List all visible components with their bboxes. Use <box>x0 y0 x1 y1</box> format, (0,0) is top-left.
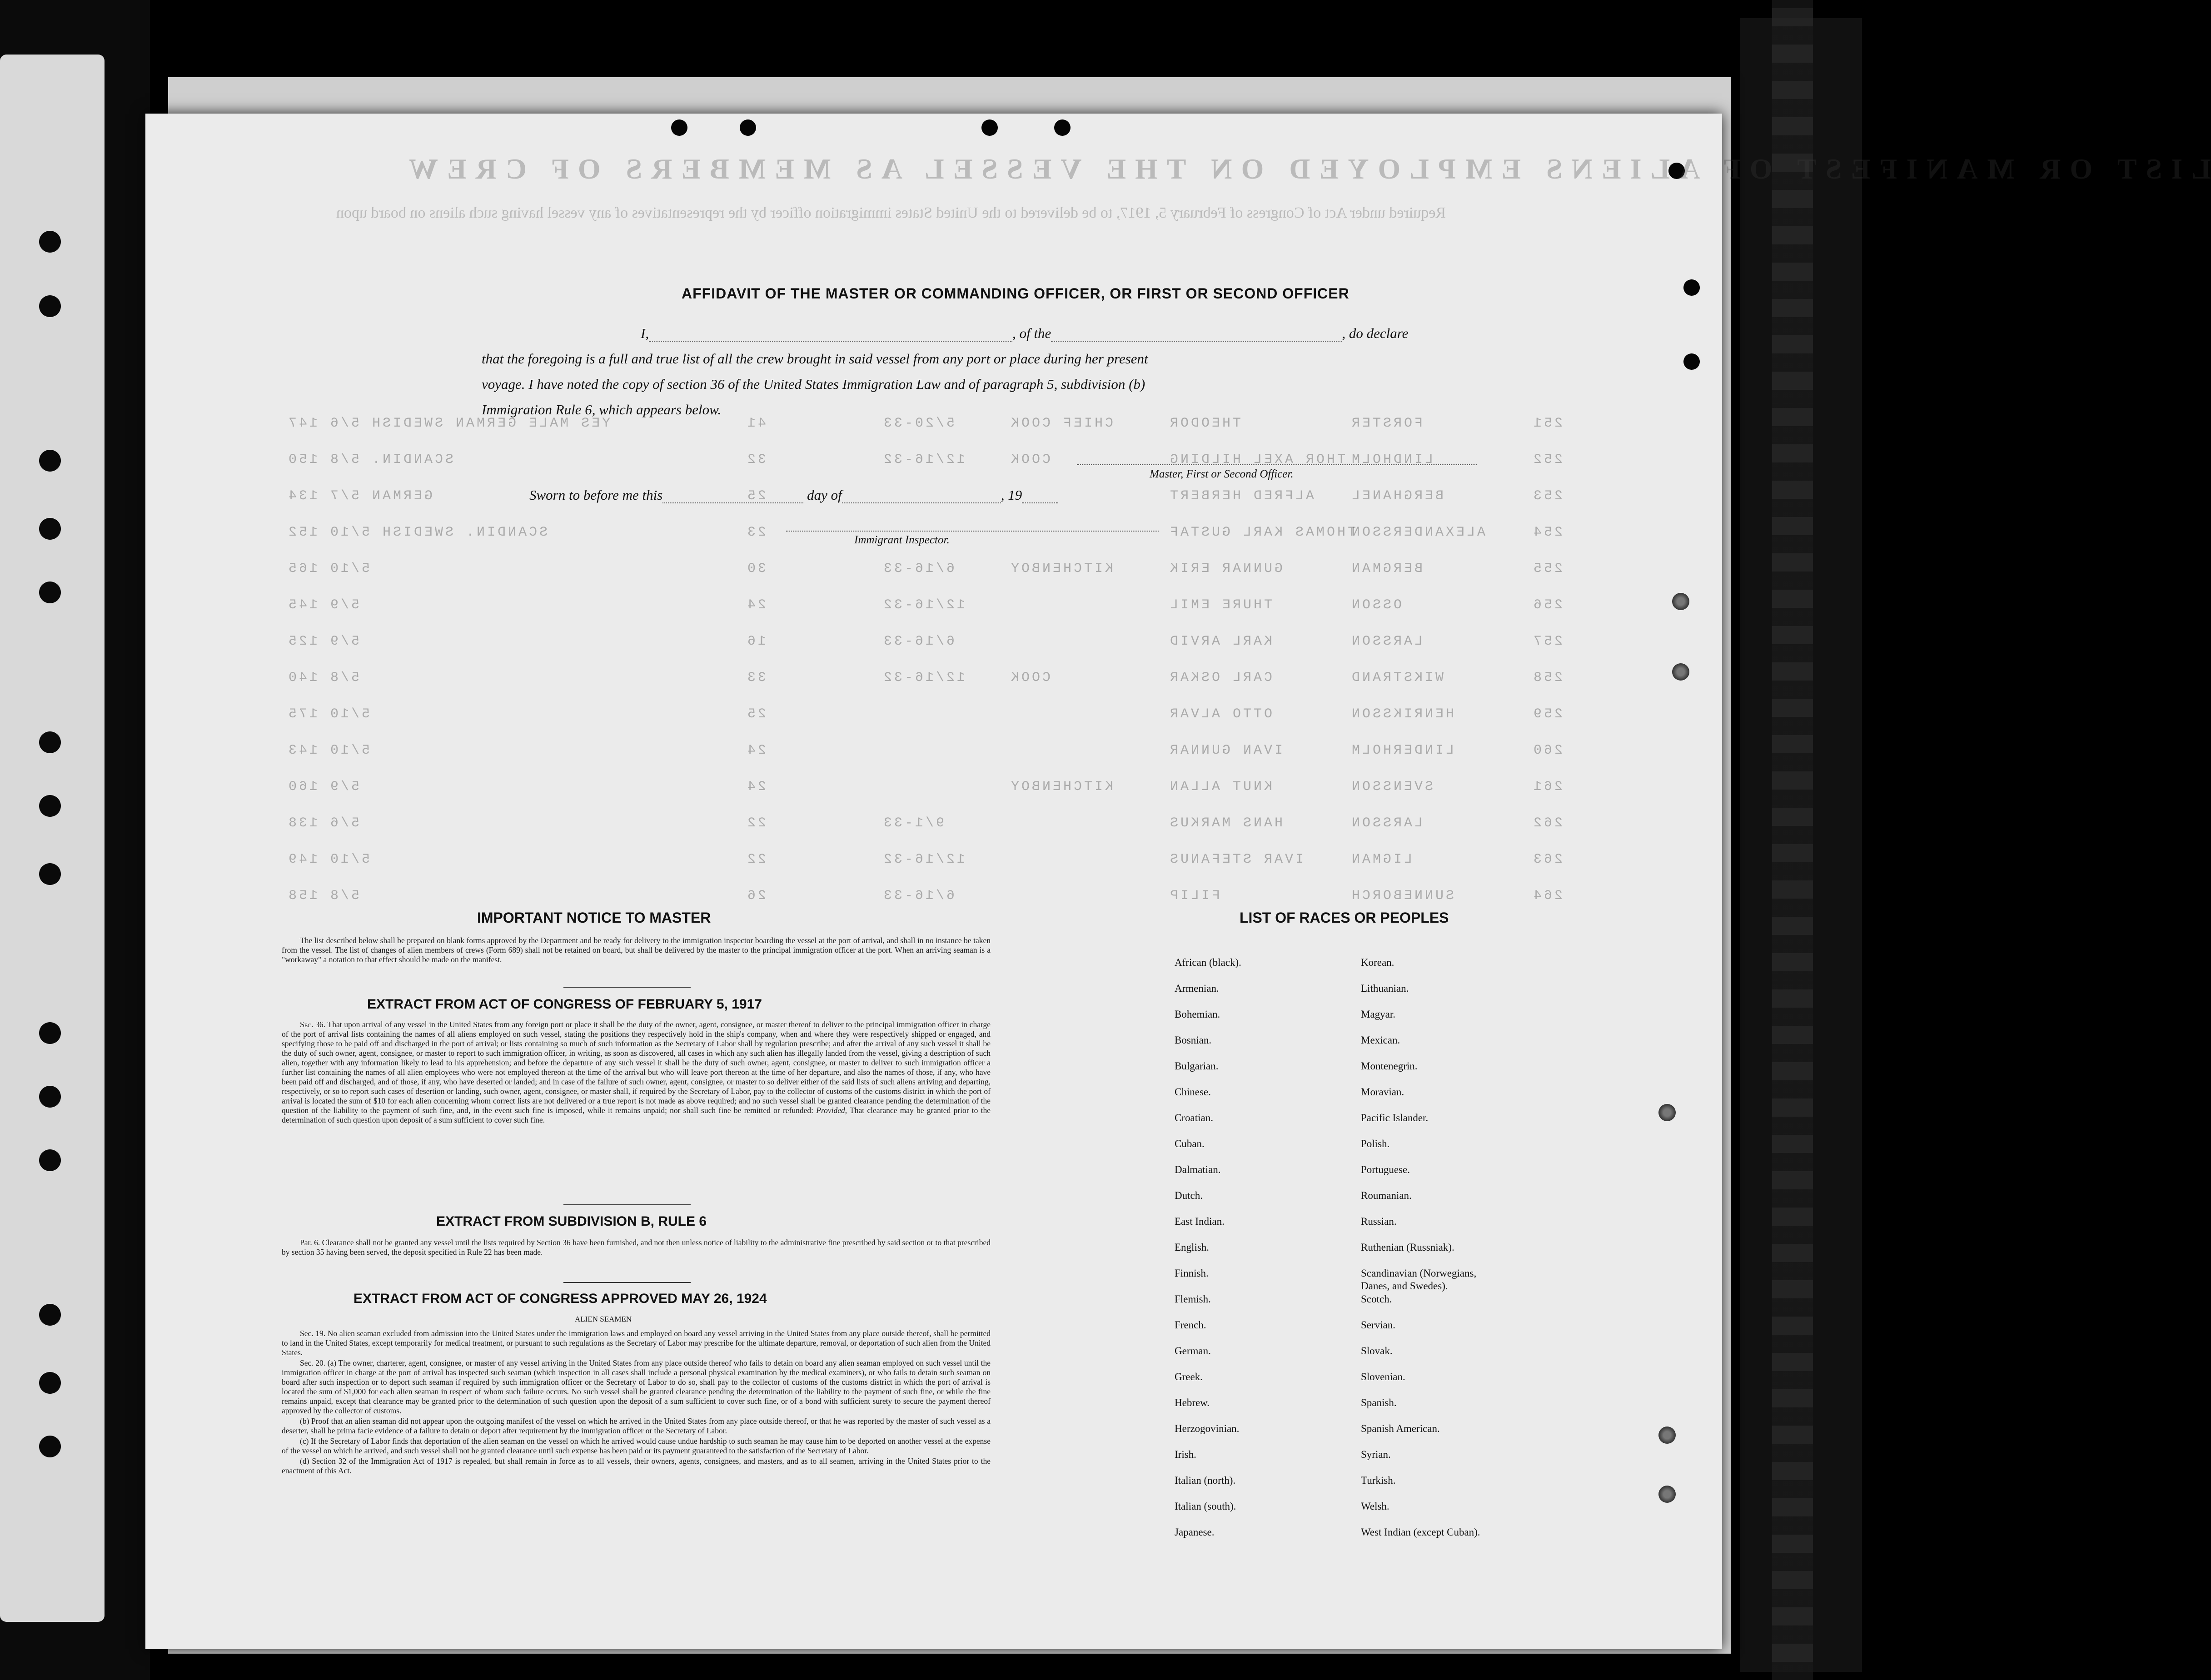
bleed-through-date: 6/16-33 <box>881 888 955 904</box>
bleed-through-no: 254 <box>1531 525 1563 540</box>
bleed-through-given: CARL OSKAR <box>1168 670 1273 686</box>
binder-hole <box>39 1372 61 1394</box>
binder-hole <box>39 863 61 885</box>
bleed-through-no: 261 <box>1531 779 1563 795</box>
bleed-through-given: FILIP <box>1168 888 1220 904</box>
bleed-through-no: 262 <box>1531 815 1563 831</box>
bleed-through-extra: 5/10 143 <box>286 743 370 758</box>
bleed-through-crew-row <box>145 561 1722 588</box>
section-20b: (b) Proof that an alien seaman did not appear upon the outgoing manifest of the vessel on which he arrived in the United States from any place outside thereof, or that he was reported by the master of such vessel as a deserter, shall be prima facie evidence of a failure to detain or deport after requirement by the immigration officer or the Secretary of Labor. <box>282 1417 991 1435</box>
binder-hole <box>39 295 61 317</box>
bleed-through-date: 6/16-33 <box>881 634 955 649</box>
bleed-through-extra: YES MALE GERMAN SWEDISH 5/6 147 <box>286 416 611 431</box>
affidavit-line-1 <box>482 325 1408 342</box>
race-item: East Indian. <box>1175 1216 1225 1227</box>
bleed-through-surname: WIKSTRAND <box>1350 670 1444 686</box>
stain-mark <box>1658 1104 1676 1121</box>
master-signature-label: Master, First or Second Officer. <box>1150 468 1294 480</box>
sworn-month-field[interactable] <box>842 502 1001 503</box>
bleed-through-crew-row <box>145 779 1722 806</box>
section-20a: Sec. 20. (a) The owner, charterer, agent, consignee, or master of any vessel arriving in the United States from any place outside thereof who fails to detain on board any alien seaman employed on such vessel until the immigration officer in charge at the port of arrival has inspected such seaman (which inspection in all cases shall include a personal physical examination by the medical examiners), or who fails to detain such seaman on board after such inspection or to deport such seaman if required by such immigration officer or the Secretary of Labor to do so, shall pay to the collector of customs of the customs district in which the port of arrival is located the sum of $1,000 for each alien seaman in respect of whom such failure occurs. No such vessel shall be granted clearance pending the determination of the liability to the payment of such fine, or while the fine remains unpaid, except that clearance may be granted prior to the determination of such question upon the deposit of a sum sufficient to cover such fine, or of a bond with sufficient surety to secure the payment thereof approved by the collector of customs. <box>282 1358 991 1415</box>
race-item: Moravian. <box>1361 1086 1404 1098</box>
punch-hole <box>1683 353 1700 370</box>
bleed-through-age: 23 <box>745 525 767 540</box>
bleed-through-given: THEODOR <box>1168 416 1241 431</box>
race-item: Magyar. <box>1361 1009 1396 1020</box>
race-item: Servian. <box>1361 1319 1396 1331</box>
bleed-through-given: ALFRED HERBERT <box>1168 488 1315 504</box>
bleed-through-extra: 5/9 145 <box>286 597 360 613</box>
bleed-through-extra: SCANDIN. SWEDISH 5/10 152 <box>286 525 548 540</box>
bleed-through-age: 22 <box>745 815 767 831</box>
sworn-year-prefix: , 19 <box>1001 487 1022 503</box>
bleed-through-no: 255 <box>1531 561 1563 577</box>
bleed-through-subtitle: Required under Act of Congress of February 5, 1917, to be delivered to the United States immigration officer by the representatives of any vessel having such aliens on board upon <box>336 204 1446 221</box>
bleed-through-crew-row <box>145 597 1722 625</box>
bleed-through-given: OTTO ALVAR <box>1168 706 1273 722</box>
film-edge-strip <box>1772 0 1813 1680</box>
proviso-word: Provided, <box>816 1106 847 1115</box>
binder-hole <box>39 1436 61 1457</box>
bleed-through-extra: 5/9 160 <box>286 779 360 795</box>
bleed-through-surname: LIGMAN <box>1350 852 1413 867</box>
bleed-through-crew-row <box>145 634 1722 661</box>
punch-hole <box>1054 119 1071 136</box>
vessel-prefix: , of the <box>1012 325 1051 341</box>
bleed-through-date: 12/16-32 <box>881 452 966 467</box>
bleed-through-age: 25 <box>745 706 767 722</box>
bleed-through-given: KARL ARVID <box>1168 634 1273 649</box>
divider <box>563 1282 691 1283</box>
affidavit-line-2: that the foregoing is a full and true list of all the crew brought in said vessel from any port or place during her present <box>482 351 1148 367</box>
bleed-through-age: 32 <box>745 452 767 467</box>
extract-rule6-text <box>282 1238 991 1258</box>
paragraph-6: Par. 6. Clearance shall not be granted any vessel until the lists required by Section 36 have been furnished, and not then unless notice of liability to the administrative fine prescribed by said section or to that prescribed by section 35 having been served, the deposit specified in Rule 22 has been made. <box>282 1238 991 1257</box>
sworn-line <box>529 487 1058 503</box>
alien-seamen-subheading: ALIEN SEAMEN <box>575 1315 632 1323</box>
race-item: Dalmatian. <box>1175 1164 1221 1175</box>
race-item: Lithuanian. <box>1361 983 1409 994</box>
notice-heading: IMPORTANT NOTICE TO MASTER <box>477 910 711 926</box>
binder-hole <box>39 1022 61 1044</box>
race-item: Herzogovinian. <box>1175 1423 1240 1434</box>
race-item: Polish. <box>1361 1138 1390 1149</box>
punch-hole <box>981 119 998 136</box>
bleed-through-given: THOR AXEL HILDING <box>1168 452 1346 467</box>
bleed-through-surname: OSSON <box>1350 597 1402 613</box>
bleed-through-surname: HENRIKSSON <box>1350 706 1454 722</box>
bleed-through-pos: CHIEF COOK <box>1009 416 1114 431</box>
bleed-through-pos: KITCHENBOY <box>1009 779 1114 795</box>
bleed-through-crew-row <box>145 416 1722 443</box>
race-item: Welsh. <box>1361 1501 1389 1512</box>
race-item: Turkish. <box>1361 1475 1396 1486</box>
race-item: Spanish American. <box>1361 1423 1440 1434</box>
race-item: Syrian. <box>1361 1449 1391 1460</box>
race-item: Dutch. <box>1175 1190 1203 1201</box>
section-36-label: Sec. 36. <box>300 1020 326 1029</box>
affidavit-line-3: voyage. I have noted the copy of section 36 of the United States Immigration Law and of paragraph 5, subdivision (b) <box>482 376 1145 392</box>
bleed-through-surname: SUNNEBORCH <box>1350 888 1454 904</box>
race-item: Bosnian. <box>1175 1034 1212 1046</box>
race-item: Scotch. <box>1361 1293 1392 1305</box>
punch-hole <box>740 119 756 136</box>
bleed-through-no: 260 <box>1531 743 1563 758</box>
bleed-through-age: 41 <box>745 416 767 431</box>
vessel-name-field[interactable] <box>1051 341 1342 342</box>
race-item: Portuguese. <box>1361 1164 1410 1175</box>
bleed-through-surname: LINDERHOLM <box>1350 743 1454 758</box>
binder-hole <box>39 795 61 817</box>
bleed-through-date: 6/16-33 <box>881 561 955 577</box>
bleed-through-crew-row <box>145 670 1722 697</box>
binder-strip <box>0 55 105 1622</box>
race-item: Japanese. <box>1175 1526 1215 1538</box>
bleed-through-no: 256 <box>1531 597 1563 613</box>
bleed-through-crew-row <box>145 852 1722 879</box>
bleed-through-crew-row <box>145 888 1722 915</box>
sworn-year-field[interactable] <box>1022 502 1058 503</box>
bleed-through-no: 258 <box>1531 670 1563 686</box>
bleed-through-age: 24 <box>745 597 767 613</box>
race-item: Scandinavian (Norwegians, Danes, and Swedes). <box>1361 1267 1477 1292</box>
bleed-through-no: 263 <box>1531 852 1563 867</box>
bleed-through-pos: COOK <box>1009 670 1051 686</box>
affidavit-title: AFFIDAVIT OF THE MASTER OR COMMANDING OFFICER, OR FIRST OR SECOND OFFICER <box>682 285 1350 302</box>
declarant-name-field[interactable] <box>649 341 1012 342</box>
bleed-through-age: 24 <box>745 743 767 758</box>
race-item: Italian (south). <box>1175 1501 1236 1512</box>
section-36-paragraph <box>282 1020 991 1125</box>
race-item: Irish. <box>1175 1449 1196 1460</box>
bleed-through-age: 33 <box>745 670 767 686</box>
bleed-through-age: 26 <box>745 888 767 904</box>
manifest-sheet <box>145 114 2211 1649</box>
bleed-through-age: 24 <box>745 779 767 795</box>
bleed-through-extra: 5/10 165 <box>286 561 370 577</box>
bleed-through-crew-row <box>145 452 1722 479</box>
bleed-through-surname: LARSSON <box>1350 634 1423 649</box>
race-item: Mexican. <box>1361 1034 1400 1046</box>
race-item: West Indian (except Cuban). <box>1361 1526 1480 1538</box>
bleed-through-no: 259 <box>1531 706 1563 722</box>
bleed-through-extra: 5/9 125 <box>286 634 360 649</box>
binder-hole <box>39 231 61 253</box>
binder-hole <box>39 582 61 603</box>
binder-hole <box>39 731 61 753</box>
bleed-through-no: 264 <box>1531 888 1563 904</box>
bleed-through-given: KNUT ALLAN <box>1168 779 1273 795</box>
bleed-through-given: THURE EMIL <box>1168 597 1273 613</box>
bleed-through-crew-row <box>145 815 1722 843</box>
bleed-through-given: IVAN GUNNAR <box>1168 743 1283 758</box>
bleed-through-pos: KITCHENBOY <box>1009 561 1114 577</box>
races-heading: LIST OF RACES OR PEOPLES <box>1240 910 1449 926</box>
extract-1924-heading: EXTRACT FROM ACT OF CONGRESS APPROVED MAY 26, 1924 <box>354 1291 767 1306</box>
race-item: Russian. <box>1361 1216 1397 1227</box>
bleed-through-age: 22 <box>745 852 767 867</box>
bleed-through-extra: 5/10 175 <box>286 706 370 722</box>
section-20c: (c) If the Secretary of Labor finds that deportation of the alien seaman on the vessel on which he arrived would cause undue hardship to such seaman he may cause him to be deported on another vessel at the expense of the vessel on which he arrived, and such vessel shall not be granted clearance until such expense has been paid or its payment guaranteed to the satisfaction of the Secretary of Labor. <box>282 1436 991 1455</box>
races-column-1 <box>1175 956 1384 1552</box>
sworn-day-field[interactable] <box>662 502 803 503</box>
bleed-through-no: 251 <box>1531 416 1563 431</box>
bleed-through-extra: 5/6 138 <box>286 815 360 831</box>
race-item: Croatian. <box>1175 1112 1213 1123</box>
bleed-through-date: 9/1-33 <box>881 815 945 831</box>
bleed-through-date: 12/16-32 <box>881 670 966 686</box>
races-column-2 <box>1361 956 1597 1552</box>
inspector-signature-line[interactable] <box>786 530 1159 532</box>
stain-mark <box>1658 1486 1676 1503</box>
bleed-through-surname: BERGHANEL <box>1350 488 1444 504</box>
bleed-through-given: GUNNAR ERIK <box>1168 561 1283 577</box>
divider <box>563 1204 691 1205</box>
bleed-through-crew-row <box>145 706 1722 734</box>
sworn-month-prefix: day of <box>807 487 842 503</box>
race-item: Ruthenian (Russniak). <box>1361 1242 1454 1253</box>
bleed-through-surname: LINDHOLM <box>1350 452 1434 467</box>
race-item: German. <box>1175 1345 1211 1357</box>
declarant-prefix: I, <box>641 325 649 341</box>
notice-paragraph: The list described below shall be prepared on blank forms approved by the Department and be ready for delivery to the immigration inspector boarding the vessel at the port of arrival, and shall in no instance be taken from the vessel. The list of changes of alien members of crews (Form 689) shall not be retained on board, but shall be delivered by the master to the principal immigration officer at the port. When an arriving seaman is a "workaway" a notation to that effect should be made on the manifest. <box>282 936 991 964</box>
bleed-through-surname: ALEXANDERSSON <box>1350 525 1486 540</box>
section-36-end: That clearance may be granted prior to the determination of such question upon deposit of a sum sufficient to cover such fine. <box>282 1106 991 1124</box>
binder-hole <box>39 518 61 540</box>
extract-1917-text <box>282 1020 991 1126</box>
bleed-through-surname: FORSTER <box>1350 416 1423 431</box>
race-item: English. <box>1175 1242 1210 1253</box>
bleed-through-given: HANS MARKUS <box>1168 815 1283 831</box>
bleed-through-given: THOMAS KARL GUSTAF <box>1168 525 1356 540</box>
binder-hole <box>39 1149 61 1171</box>
extract-1917-heading: EXTRACT FROM ACT OF CONGRESS OF FEBRUARY 5, 1917 <box>367 997 762 1012</box>
race-item: Finnish. <box>1175 1267 1209 1279</box>
binder-hole <box>39 450 61 472</box>
race-item: Spanish. <box>1361 1397 1397 1408</box>
punch-hole <box>1683 279 1700 296</box>
bleed-through-extra: SCANDIN. 5/8 150 <box>286 452 454 467</box>
race-item: Hebrew. <box>1175 1397 1210 1408</box>
extract-rule6-heading: EXTRACT FROM SUBDIVISION B, RULE 6 <box>436 1214 707 1229</box>
bleed-through-surname: LARSSON <box>1350 815 1423 831</box>
race-item: Roumanian. <box>1361 1190 1412 1201</box>
race-item: French. <box>1175 1319 1206 1331</box>
notice-text <box>282 936 991 965</box>
bleed-through-given: IVAR STEFANUS <box>1168 852 1304 867</box>
bleed-through-date: 12/16-32 <box>881 852 966 867</box>
declare-suffix: , do declare <box>1342 325 1409 341</box>
bleed-through-extra: 5/10 149 <box>286 852 370 867</box>
binder-hole <box>39 1304 61 1326</box>
bleed-through-surname: SVENSSON <box>1350 779 1434 795</box>
sworn-prefix: Sworn to before me this <box>529 487 663 503</box>
bleed-through-crew-row <box>145 743 1722 770</box>
race-item: Slovak. <box>1361 1345 1393 1357</box>
bleed-through-extra: 5/8 140 <box>286 670 360 686</box>
bleed-through-date: 5/20-33 <box>881 416 955 431</box>
bleed-through-age: 25 <box>745 488 767 504</box>
race-item: Chinese. <box>1175 1086 1211 1098</box>
bleed-through-extra: GERMAN 5/7 134 <box>286 488 433 504</box>
bleed-through-age: 16 <box>745 634 767 649</box>
race-item: Pacific Islander. <box>1361 1112 1429 1123</box>
stain-mark <box>1658 1427 1676 1444</box>
extract-1924-text <box>282 1329 991 1476</box>
race-item: Korean. <box>1361 957 1394 968</box>
bleed-through-no: 253 <box>1531 488 1563 504</box>
section-19: Sec. 19. No alien seaman excluded from admission into the United States under the immigration laws and employed on board any vessel arriving in the United States from any place outside thereof, shall be permitted to land in the United States, except temporarily for medical treatment, or pursuant to such regulations as the Secretary of Labor may prescribe for the ultimate departure, removal, or deportation of such alien from the United States. <box>282 1329 991 1357</box>
race-item: Armenian. <box>1175 983 1219 994</box>
bleed-through-title: LIST OR MANIFEST OF ALIENS EMPLOYED ON THE VESSEL AS MEMBERS OF CREW <box>400 153 2211 185</box>
bleed-through-extra: 5/8 158 <box>286 888 360 904</box>
section-20d: (d) Section 32 of the Immigration Act of 1917 is repealed, but shall remain in force as to all vessels, their owners, agents, consignees, and masters, and as to all seamen, arriving in the United States prior to the enactment of this Act. <box>282 1456 991 1475</box>
bleed-through-date: 12/16-32 <box>881 597 966 613</box>
inspector-signature-label: Immigrant Inspector. <box>854 534 950 546</box>
bleed-through-no: 252 <box>1531 452 1563 467</box>
bleed-through-no: 257 <box>1531 634 1563 649</box>
race-item: Italian (north). <box>1175 1475 1236 1486</box>
binder-hole <box>39 1086 61 1108</box>
race-item: Bulgarian. <box>1175 1060 1219 1072</box>
affidavit-line-4: Immigration Rule 6, which appears below. <box>482 402 722 418</box>
bleed-through-pos: COOK <box>1009 452 1051 467</box>
bleed-through-age: 30 <box>745 561 767 577</box>
punch-hole <box>671 119 687 136</box>
race-item: Montenegrin. <box>1361 1060 1418 1072</box>
race-item: Flemish. <box>1175 1293 1211 1305</box>
bleed-through-surname: BERGMAN <box>1350 561 1423 577</box>
race-item: Greek. <box>1175 1371 1203 1382</box>
master-signature-line[interactable] <box>1077 463 1477 465</box>
race-item: Bohemian. <box>1175 1009 1220 1020</box>
divider <box>563 987 691 988</box>
race-item: Cuban. <box>1175 1138 1205 1149</box>
section-36-body: That upon arrival of any vessel in the United States from any foreign port or place it shall be the duty of the owner, agent, consignee, or master thereof to deliver to the principal immigration officer in charge of the port of arrival lists containing the names of all aliens employed on such vessel, stating the positions they respectively hold in the ship's company, when and where they were respectively shipped or engaged, and specifying those to be paid off and discharged in the port of arrival; or lists containing so much of such information as the Secretary of Labor shall by regulation prescribe; and after the arrival of any such vessel it shall be the duty of such owner, agent, consignee, or master to report to such immigration officer, in writing, as soon as discovered, all cases in which any such alien has illegally landed from the vessel, giving a description of such alien, together with any information likely to lead to his apprehension; and before the departure of any such vessel it shall be the duty of such owner, agent, consignee, or master to deliver to such immigration officer a further list containing the names of all alien employees who were not employed thereon at the time of the arrival but who will leave port thereon at the time of her departure, and also the names of those, if any, who have been paid off and discharged, and of those, if any, who have deserted or landed; and in case of the failure of such owner, agent, consignee, or master to so deliver either of the said lists of such aliens arriving and departing, respectively, or so to report such cases of desertion or landing, such owner, agent, consignee, or master shall, if required by the Secretary of Labor, pay to the collector of customs of the customs district in which the port of arrival is located the sum of $10 for each alien concerning whom correct lists are not delivered or a true report is not made as above required; and no such vessel shall be granted clearance pending the determination of the question of the liability to the payment of such fine, and, in the event such fine is imposed, while it remains unpaid; nor shall such fine be remitted or refunded: <box>282 1020 991 1115</box>
race-item: African (black). <box>1175 957 1241 968</box>
race-item: Slovenian. <box>1361 1371 1405 1382</box>
